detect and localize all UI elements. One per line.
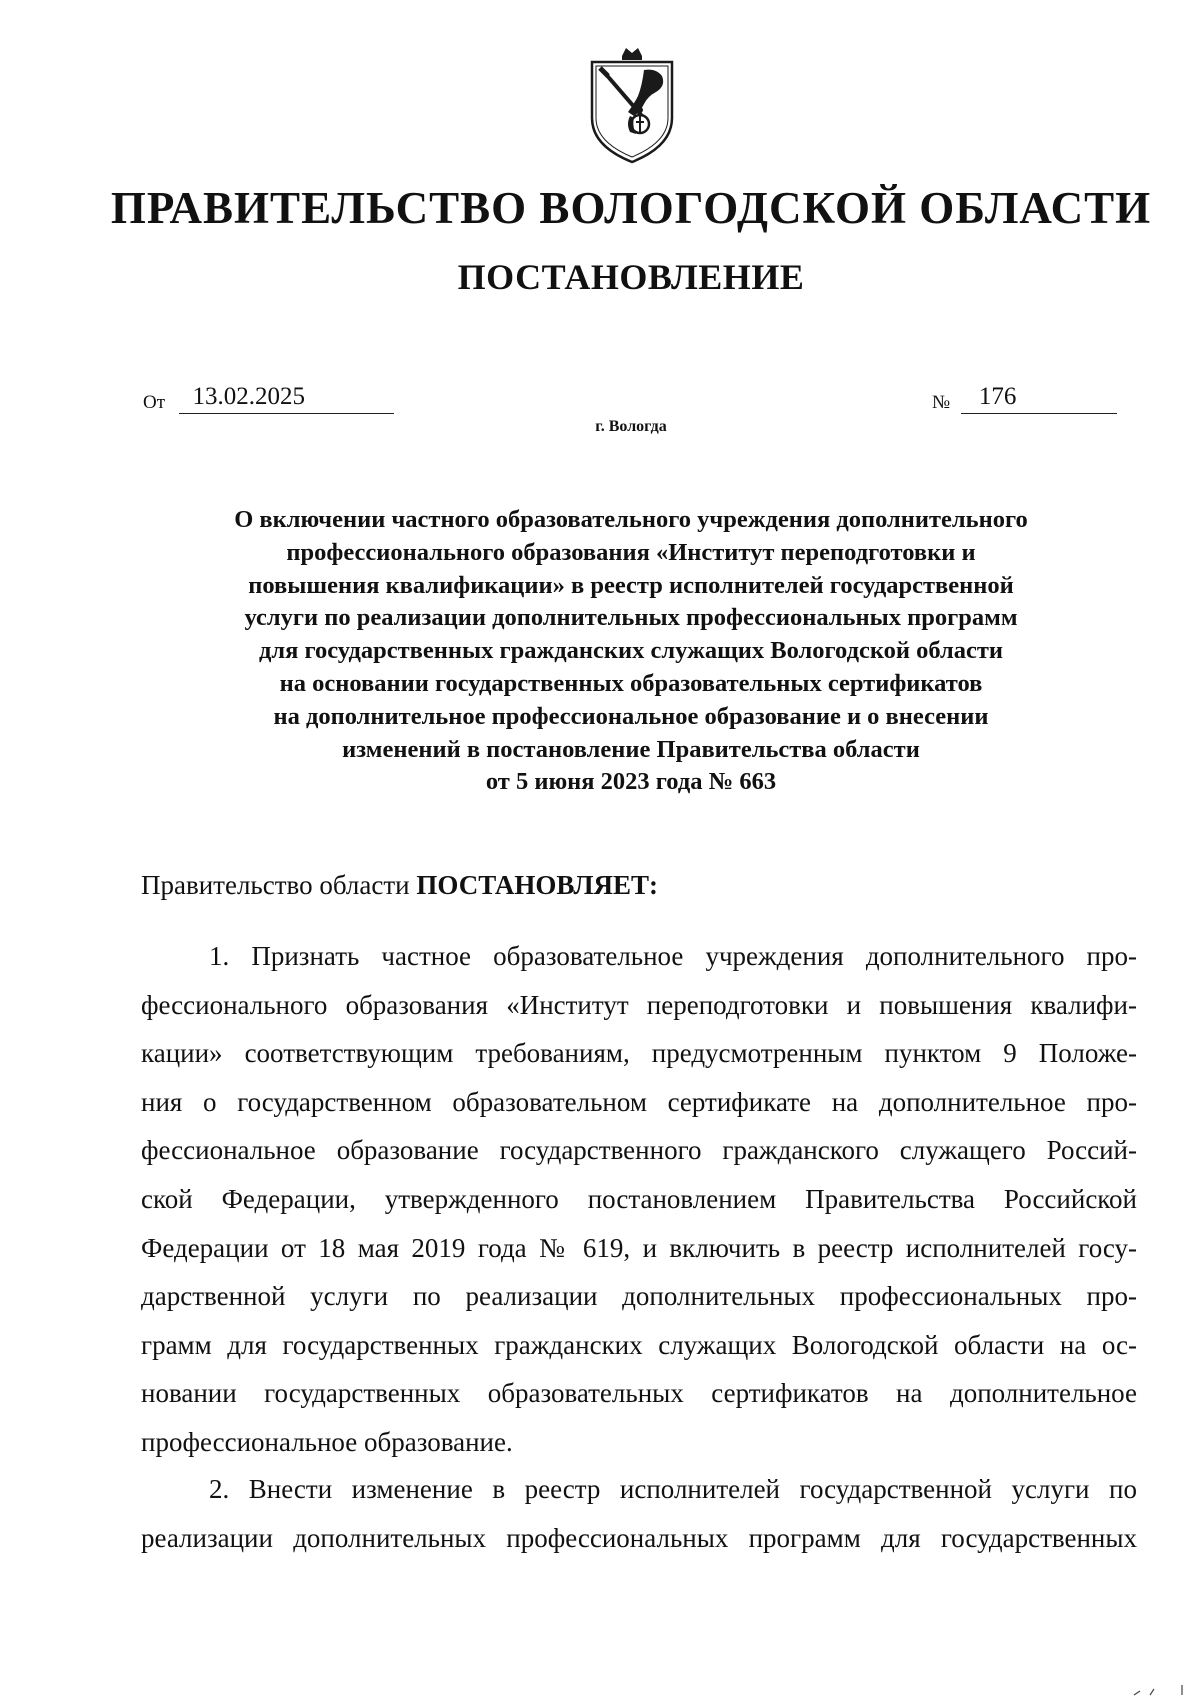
subject-line: на основании государственных образовательных сертификатов — [279, 669, 983, 697]
preamble-text: Правительство области — [141, 870, 410, 900]
date-field — [179, 382, 394, 414]
preamble-emphasis: ПОСТАНОВЛЯЕТ: — [416, 870, 658, 900]
subject-line: О включении частного образовательного учреждения дополнительного — [234, 506, 1028, 533]
paragraph-line: новании государственных образовательных сертификатов на дополнительное — [141, 1378, 1137, 1409]
preamble — [141, 870, 658, 901]
document-date-block — [143, 382, 394, 414]
paragraph-1 — [141, 932, 1137, 1467]
paragraph-line: кации» соответствующим требованиям, предусмотренным пунктом 9 Положе- — [141, 1038, 1137, 1069]
document-type: ПОСТАНОВЛЕНИЕ — [457, 257, 805, 297]
paragraph-line: грамм для государственных гражданских служащих Вологодской области на ос- — [141, 1329, 1137, 1360]
document-number: 176 — [978, 383, 1017, 410]
paragraph-line: ской Федерации, утвержденного постановлением Правительства Российской — [141, 1183, 1137, 1214]
subject-line: повышения квалификации» в реестр исполнителей государственной — [248, 571, 1014, 599]
subject-line: от 5 июня 2023 года № 663 — [485, 768, 777, 796]
document-city: г. Вологда — [595, 418, 667, 435]
paragraph-line: 1. Признать частное образовательное учреждения дополнительного про- — [209, 941, 1137, 971]
number-field — [961, 382, 1117, 414]
paragraph-line: 2. Внести изменение в реестр исполнителей государственной услуги по — [209, 1474, 1137, 1504]
document-date: 13.02.2025 — [192, 383, 306, 410]
paragraph-line: Федерации от 18 мая 2019 года № 619, и включить в реестр исполнителей госу- — [141, 1232, 1137, 1263]
scan-edge-marks — [1130, 1683, 1190, 1697]
date-prefix: От — [143, 392, 166, 413]
government-title: ПРАВИТЕЛЬСТВО ВОЛОГОДСКОЙ ОБЛАСТИ — [110, 183, 1152, 233]
paragraph-line: фессионального образования «Институт переподготовки и повышения квалифи- — [141, 989, 1137, 1020]
paragraph-line: реализации дополнительных профессиональных программ для государственных — [141, 1522, 1137, 1553]
subject-line: для государственных гражданских служащих Вологодской области — [258, 637, 1004, 665]
paragraph-2 — [141, 1465, 1137, 1562]
subject-line: профессионального образования «Институт переподготовки и — [286, 538, 976, 566]
paragraph-line: фессиональное образование государственного гражданского служащего Россий- — [141, 1135, 1137, 1166]
paragraph-line: профессиональное образование. — [141, 1426, 513, 1457]
document-number-block — [932, 382, 1117, 414]
subject-line: изменений в постановление Правительства области — [342, 735, 920, 763]
number-prefix: № — [932, 392, 951, 413]
subject-line: услуги по реализации дополнительных профессиональных программ — [244, 604, 1018, 632]
vologda-coat-of-arms-icon — [586, 46, 678, 166]
document-subject — [120, 504, 1142, 799]
subject-line: на дополнительное профессиональное образование и о внесении — [273, 702, 989, 730]
paragraph-line: ния о государственном образовательном сертификате на дополнительное про- — [141, 1086, 1137, 1117]
paragraph-line: дарственной услуги по реализации дополнительных профессиональных про- — [141, 1281, 1137, 1312]
